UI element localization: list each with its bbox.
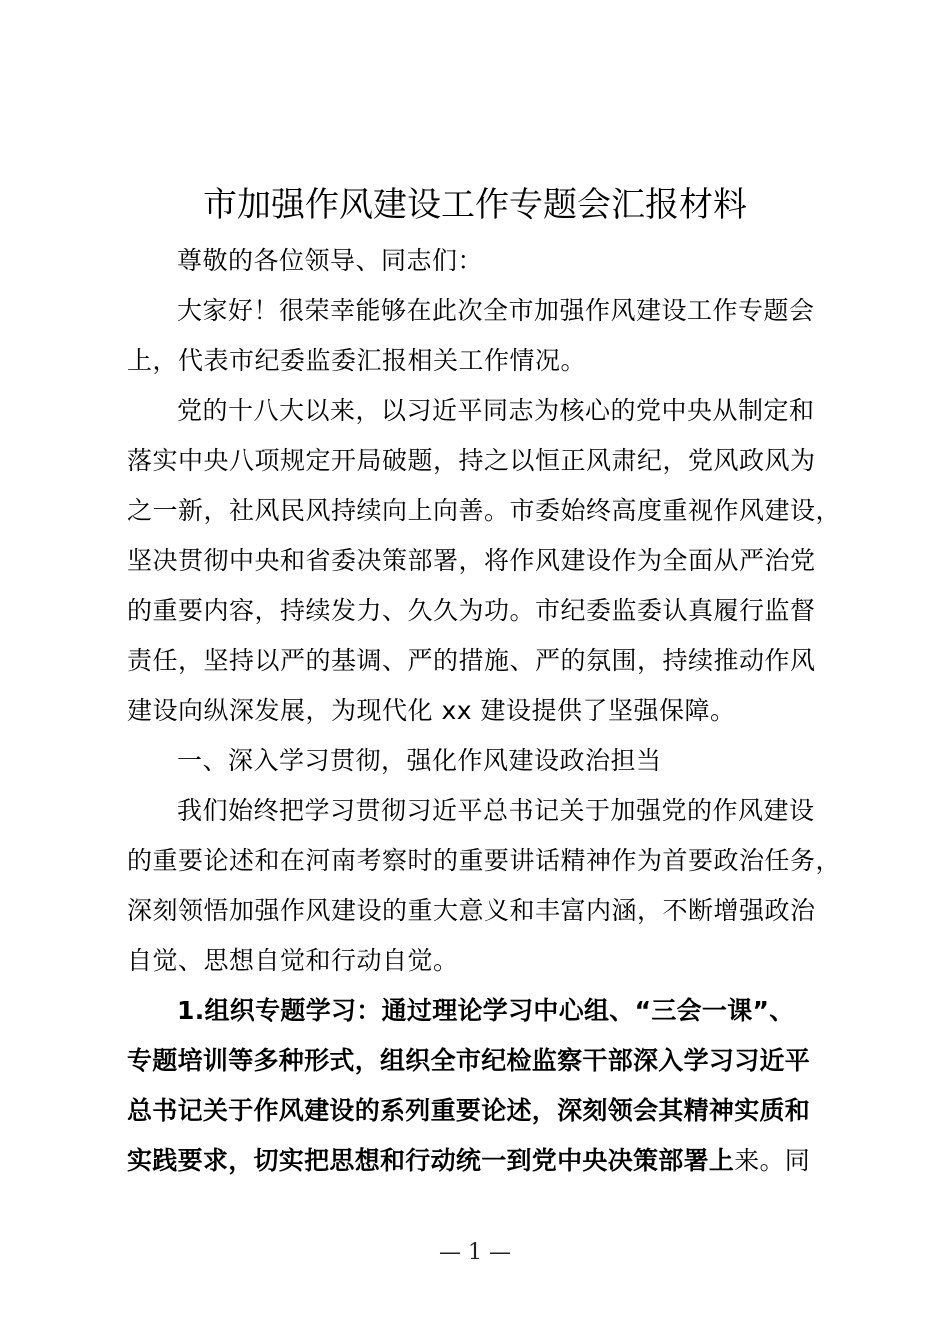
paragraph-salutation xyxy=(127,236,839,286)
section-heading-1 xyxy=(127,736,839,786)
document-body xyxy=(127,236,842,1186)
text-line: 党的十八大以来，以习近平同志为核心的党中央从制定和 xyxy=(177,396,815,425)
text-line: 的重要内容，持续发力、久久为功。市纪委监委认真履行监督 xyxy=(127,596,816,625)
paragraph-greeting xyxy=(127,286,839,386)
text-line: 责任，坚持以严的基调、严的措施、严的氛围，持续推动作风 xyxy=(127,646,816,675)
text-line: 尊敬的各位领导、同志们： xyxy=(177,246,484,275)
text-line: 一、深入学习贯彻，强化作风建设政治担当 xyxy=(177,746,662,775)
text-line: 我们始终把学习贯彻习近平总书记关于加强党的作风建设 xyxy=(177,796,815,825)
paragraph-study xyxy=(127,786,842,986)
text-line: 总书记关于作风建设的系列重要论述，深刻领会其精神实质和 xyxy=(127,1096,811,1125)
text-bold-segment: 实践要求，切实把思想和行动统一到党中央决策部署上 xyxy=(127,1146,735,1175)
page-number: — 1 — xyxy=(439,1240,511,1265)
text-line: 自觉、思想自觉和行动自觉。 xyxy=(127,946,459,975)
text-line: 1.组织专题学习：通过理论学习中心组、“三会一课”、 xyxy=(177,996,795,1025)
text-line: 上，代表市纪委监委汇报相关工作情况。 xyxy=(127,346,587,375)
text-line: 的重要论述和在河南考察时的重要讲话精神作为首要政治任务， xyxy=(127,846,842,875)
text-line-mixed xyxy=(127,1136,839,1186)
text-line: 坚决贯彻中央和省委决策部署，将作风建设作为全面从严治党 xyxy=(127,546,816,575)
text-line: 大家好！很荣幸能够在此次全市加强作风建设工作专题会 xyxy=(177,296,815,325)
document-title: 市加强作风建设工作专题会汇报材料 xyxy=(203,185,747,225)
text-line: 建设向纵深发展，为现代化 xx 建设提供了坚强保障。 xyxy=(127,696,736,725)
text-normal-segment: 来。同 xyxy=(734,1146,811,1175)
text-line: 之一新，社风民风持续向上向善。市委始终高度重视作风建设， xyxy=(127,496,842,525)
paragraph-item-1 xyxy=(127,986,839,1186)
text-line: 落实中央八项规定开局破题，持之以恒正风肃纪，党风政风为 xyxy=(127,446,816,475)
paragraph-background xyxy=(127,386,842,736)
text-line: 深刻领悟加强作风建设的重大意义和丰富内涵，不断增强政治 xyxy=(127,896,816,925)
text-line: 专题培训等多种形式，组织全市纪检监察干部深入学习习近平 xyxy=(127,1046,811,1075)
